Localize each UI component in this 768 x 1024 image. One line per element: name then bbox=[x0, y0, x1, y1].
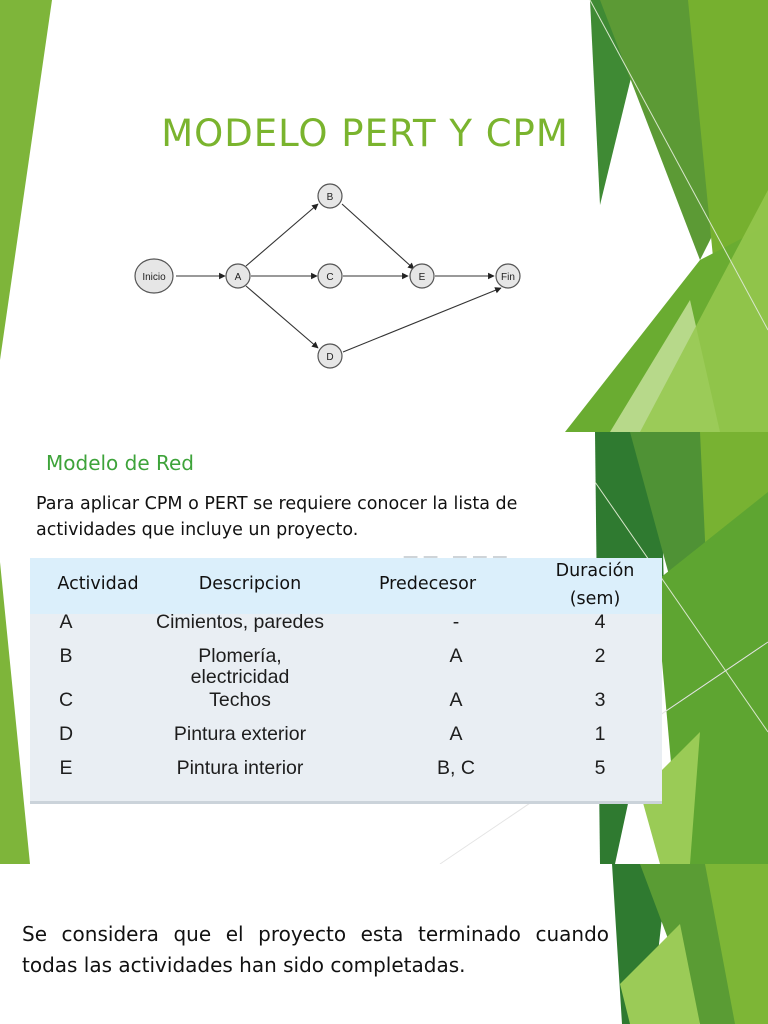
cell-predecesor: A bbox=[449, 645, 463, 667]
cell-predecesor: A bbox=[449, 689, 463, 711]
node-label: D bbox=[326, 352, 334, 363]
edge-b-e bbox=[342, 204, 414, 269]
header-actividad: Actividad bbox=[57, 574, 139, 594]
activities-table bbox=[30, 558, 662, 804]
edge-a-d bbox=[246, 286, 318, 348]
cell-predecesor: - bbox=[452, 611, 460, 633]
header-predecesor: Predecesor bbox=[378, 574, 477, 594]
node-inicio bbox=[135, 259, 173, 293]
header-duracion-unit: (sem) bbox=[569, 589, 621, 609]
slide-2 bbox=[0, 432, 768, 864]
cell-descripcion: Cimientos, paredes bbox=[156, 611, 324, 633]
node-label: E bbox=[418, 272, 426, 283]
cell-duracion: 2 bbox=[594, 645, 606, 667]
header-descripcion: Descripcion bbox=[198, 574, 302, 594]
table-header bbox=[30, 558, 662, 614]
cell-actividad: E bbox=[59, 757, 73, 779]
node-d bbox=[318, 344, 342, 368]
slide-1 bbox=[0, 0, 768, 432]
cell-descripcion-line2: electricidad bbox=[190, 666, 290, 688]
intro-paragraph: Para aplicar CPM o PERT se requiere conocer la lista de actividades que incluye un proyecto. bbox=[36, 494, 518, 540]
cell-actividad: D bbox=[58, 723, 74, 745]
cell-descripcion: Pintura exterior bbox=[173, 723, 307, 745]
cell-descripcion: Techos bbox=[209, 689, 271, 711]
header-duracion: Duración bbox=[555, 561, 635, 581]
section-subtitle: Modelo de Red bbox=[46, 451, 194, 475]
node-c bbox=[318, 264, 342, 288]
node-label: A bbox=[234, 272, 242, 283]
cell-duracion: 1 bbox=[594, 723, 606, 745]
left-green-shard bbox=[0, 0, 52, 360]
node-label: Inicio bbox=[142, 272, 166, 283]
cell-predecesor: B, C bbox=[437, 757, 475, 779]
slide-title: MODELO PERT Y CPM bbox=[161, 112, 569, 155]
node-e bbox=[410, 264, 434, 288]
left-green-shard bbox=[0, 432, 30, 864]
edge-a-b bbox=[246, 204, 318, 266]
cell-descripcion: Pintura interior bbox=[176, 757, 304, 779]
edge-d-fin bbox=[343, 288, 501, 352]
slide-3 bbox=[0, 864, 768, 1024]
node-b bbox=[318, 184, 342, 208]
node-a bbox=[226, 264, 250, 288]
cell-predecesor: A bbox=[449, 723, 463, 745]
node-fin bbox=[496, 264, 520, 288]
cell-duracion: 5 bbox=[594, 757, 606, 779]
node-label: C bbox=[326, 272, 334, 283]
cell-duracion: 4 bbox=[594, 611, 606, 633]
node-label: Fin bbox=[501, 272, 515, 283]
node-label: B bbox=[326, 192, 334, 203]
cell-duracion: 3 bbox=[594, 689, 606, 711]
cell-actividad: B bbox=[59, 645, 73, 667]
cell-actividad: A bbox=[59, 611, 73, 633]
cell-actividad: C bbox=[58, 689, 74, 711]
cell-descripcion: Plomería, bbox=[198, 645, 282, 667]
network-diagram bbox=[128, 178, 518, 374]
closing-paragraph: Se considera que el proyecto esta terminado cuando todas las actividades han sido completadas. bbox=[22, 922, 609, 977]
